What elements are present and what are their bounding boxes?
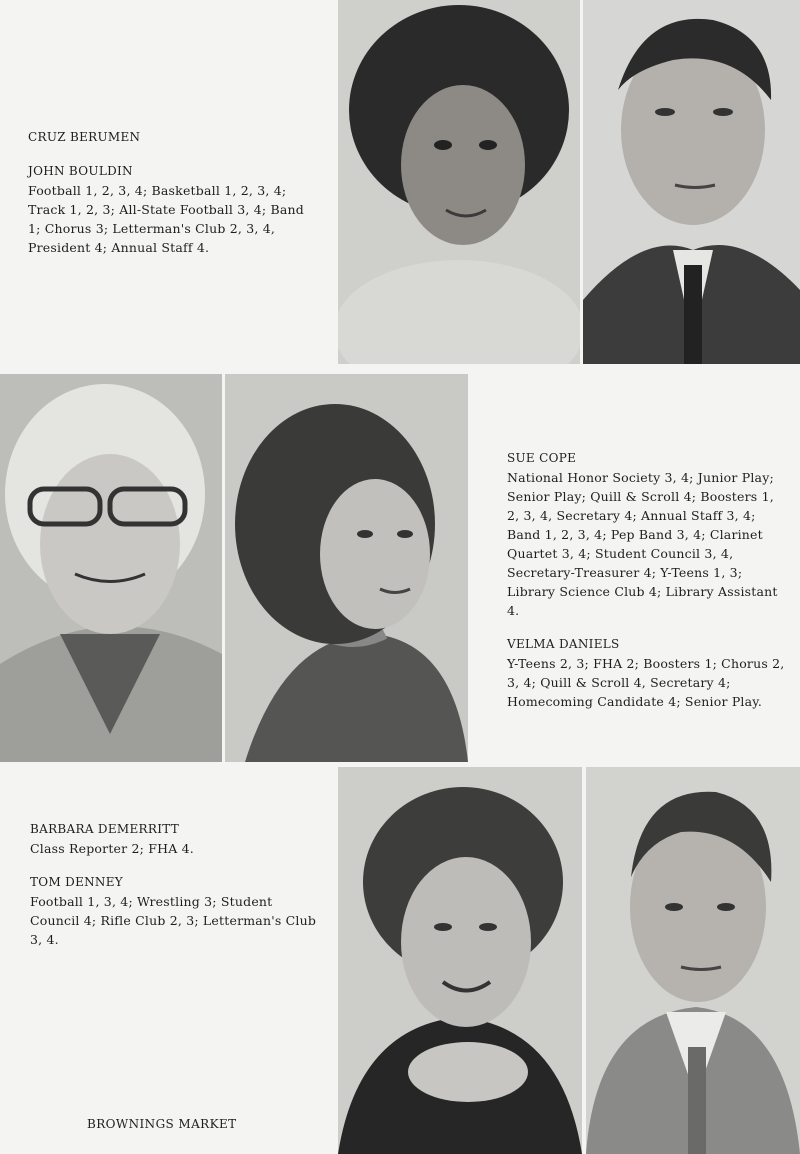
student-name: VELMA DANIELS [507,637,620,651]
text-block-row1 [28,128,320,257]
student-activities: Class Reporter 2; FHA 4. [30,841,194,856]
portrait-photo [0,374,222,762]
text-block-row2 [507,449,786,711]
student-name: SUE COPE [507,451,577,465]
student-name: TOM DENNEY [30,875,124,889]
student-name: BARBARA DEMERRITT [30,822,180,836]
portrait-photo [586,767,800,1154]
sponsor-footer: BROWNINGS MARKET [87,1117,237,1131]
portrait-photo [338,0,580,364]
student-activities: Football 1, 2, 3, 4; Basketball 1, 2, 3, 4; Track 1, 2, 3; All-State Football 3, 4; Band 1; Chorus 3; Letterman's Club 2, 3, 4, President 4; Annual Staff 4. [28,183,304,255]
student-name: JOHN BOULDIN [28,164,133,178]
student-activities: Y-Teens 2, 3; FHA 2; Boosters 1; Chorus 2, 3, 4; Quill & Scroll 4, Secretary 4; Homecoming Candidate 4; Senior Play. [507,656,785,709]
portrait-photo [338,767,582,1154]
student-activities: Football 1, 3, 4; Wrestling 3; Student Council 4; Rifle Club 2, 3; Letterman's Club 3, 4. [30,894,317,947]
portrait-photo [583,0,800,364]
student-name: CRUZ BERUMEN [28,130,141,144]
student-activities: National Honor Society 3, 4; Junior Play; Senior Play; Quill & Scroll 4; Boosters 1, 2, 3, 4, Secretary 4; Annual Staff 3, 4; Band 1, 2, 3, 4; Pep Band 3, 4; Clarinet Quartet 3, 4; Student Council 3, 4, Secretary-Treasurer 4; Y-Teens 1, 3; Library Science Club 4; Library Assistant 4. [507,470,778,618]
text-block-row3 [30,820,320,949]
portrait-photo [225,374,468,762]
